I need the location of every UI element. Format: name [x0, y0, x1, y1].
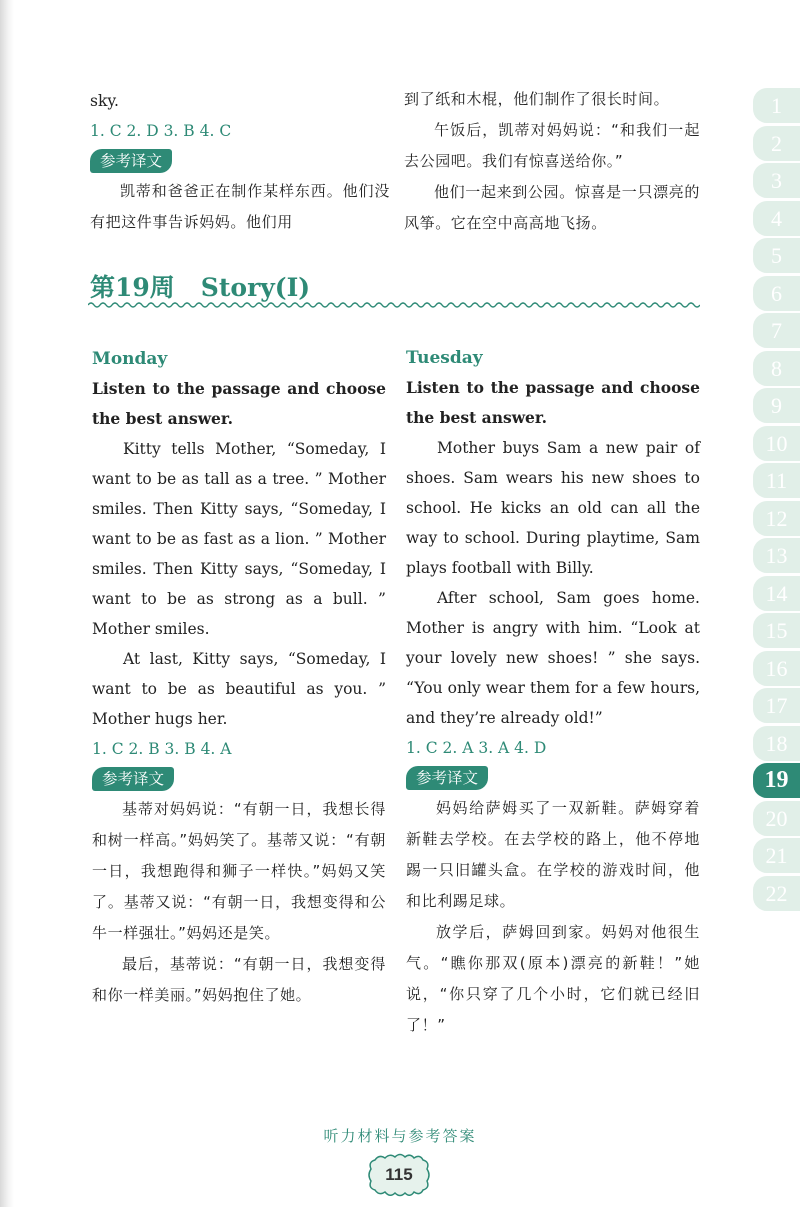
week-tab-20[interactable]: 20	[753, 801, 800, 836]
week-tab-18[interactable]: 18	[753, 726, 800, 761]
translation-paragraph: 放学后，萨姆回到家。妈妈对他很生气。“瞧你那双(原本)漂亮的新鞋！”她说，“你只穿了几个小时，它们就已经旧了！”	[406, 923, 700, 1034]
translation-paragraph: 基蒂对妈妈说：“有朝一日，我想长得和树一样高。”妈妈笑了。基蒂又说：“有朝一日，我想跑得和狮子一样快。”妈妈又笑了。基蒂又说：“有朝一日，我想变得和公牛一样强壮。”妈妈还是笑。	[92, 800, 386, 942]
day-heading: Monday	[92, 349, 168, 369]
week-tab-12[interactable]: 12	[753, 501, 800, 536]
tuesday-section	[406, 343, 700, 1041]
week-tab-11[interactable]: 11	[753, 463, 800, 498]
instruction-text: Listen to the passage and choose the best answer.	[406, 378, 700, 427]
week-tab-7[interactable]: 7	[753, 313, 800, 348]
monday-section	[92, 344, 386, 1011]
week-tabs	[753, 88, 800, 913]
week-tab-6[interactable]: 6	[753, 276, 800, 311]
translation-badge: 参考译文	[90, 149, 172, 173]
answer-key: 1. C 2. D 3. B 4. C	[90, 122, 232, 140]
translation-paragraph: 他们一起来到公园。惊喜是一只漂亮的风筝。它在空中高高地飞扬。	[404, 183, 700, 232]
week-tab-2[interactable]: 2	[753, 126, 800, 161]
translation-paragraph: 凯蒂和爸爸正在制作某样东西。他们没有把这件事告诉妈妈。他们用	[90, 182, 390, 231]
week-tab-5[interactable]: 5	[753, 238, 800, 273]
week-tab-13[interactable]: 13	[753, 538, 800, 573]
week-topic: Story(Ⅰ)	[200, 273, 311, 302]
week-tab-10[interactable]: 10	[753, 426, 800, 461]
wavy-divider	[88, 300, 700, 310]
footer-title: 听力材料与参考答案	[323, 1127, 477, 1145]
week-tab-3[interactable]: 3	[753, 163, 800, 198]
passage-tail: sky.	[90, 92, 119, 110]
top-left-column	[90, 86, 390, 238]
week-tab-9[interactable]: 9	[753, 388, 800, 423]
week-tab-21[interactable]: 21	[753, 838, 800, 873]
page-number-badge	[367, 1152, 431, 1198]
week-tab-16[interactable]: 16	[753, 651, 800, 686]
week-tab-15[interactable]: 15	[753, 613, 800, 648]
week-number: 第19周	[90, 273, 175, 302]
week-tab-8[interactable]: 8	[753, 351, 800, 386]
week-tab-1[interactable]: 1	[753, 88, 800, 123]
week-tab-17[interactable]: 17	[753, 688, 800, 723]
week-tab-14[interactable]: 14	[753, 576, 800, 611]
passage-paragraph: At last, Kitty says, “Someday, I want to be as beautiful as you. ” Mother hugs her.	[92, 650, 386, 728]
page-number: 115	[385, 1165, 413, 1184]
page-spine-shadow	[0, 0, 14, 1207]
top-right-column	[404, 84, 700, 239]
translation-badge: 参考译文	[92, 767, 174, 791]
day-heading: Tuesday	[406, 348, 483, 368]
passage-paragraph: After school, Sam goes home. Mother is angry with him. “Look at your lovely new shoes! ” she says. “You only wear them for a few hours, and they’re already old!”	[406, 589, 700, 727]
translation-paragraph: 到了纸和木棍，他们制作了很长时间。	[404, 90, 670, 108]
week-tab-19[interactable]: 19	[753, 763, 800, 798]
translation-paragraph: 妈妈给萨姆买了一双新鞋。萨姆穿着新鞋去学校。在去学校的路上，他不停地踢一只旧罐头盒。在学校的游戏时间，他和比利踢足球。	[406, 799, 700, 910]
answer-key: 1. C 2. B 3. B 4. A	[92, 740, 232, 758]
translation-paragraph: 最后，基蒂说：“有朝一日，我想变得和你一样美丽。”妈妈抱住了她。	[92, 955, 386, 1004]
translation-badge: 参考译文	[406, 766, 488, 790]
instruction-text: Listen to the passage and choose the best answer.	[92, 379, 386, 428]
week-tab-22[interactable]: 22	[753, 876, 800, 911]
passage-paragraph: Kitty tells Mother, “Someday, I want to be as tall as a tree. ” Mother smiles. Then Kitty says, “Someday, I want to be as fast as a lion. ” Mother smiles. Then Kitty says, “Someday, I want to be as strong as a bull. ” Mother smiles.	[92, 440, 386, 638]
passage-paragraph: Mother buys Sam a new pair of shoes. Sam wears his new shoes to school. He kicks an old can all the way to school. During playtime, Sam plays football with Billy.	[406, 439, 700, 577]
translation-paragraph: 午饭后，凯蒂对妈妈说：“和我们一起去公园吧。我们有惊喜送给你。”	[404, 121, 700, 170]
week-tab-4[interactable]: 4	[753, 201, 800, 236]
answer-key: 1. C 2. A 3. A 4. D	[406, 739, 547, 757]
